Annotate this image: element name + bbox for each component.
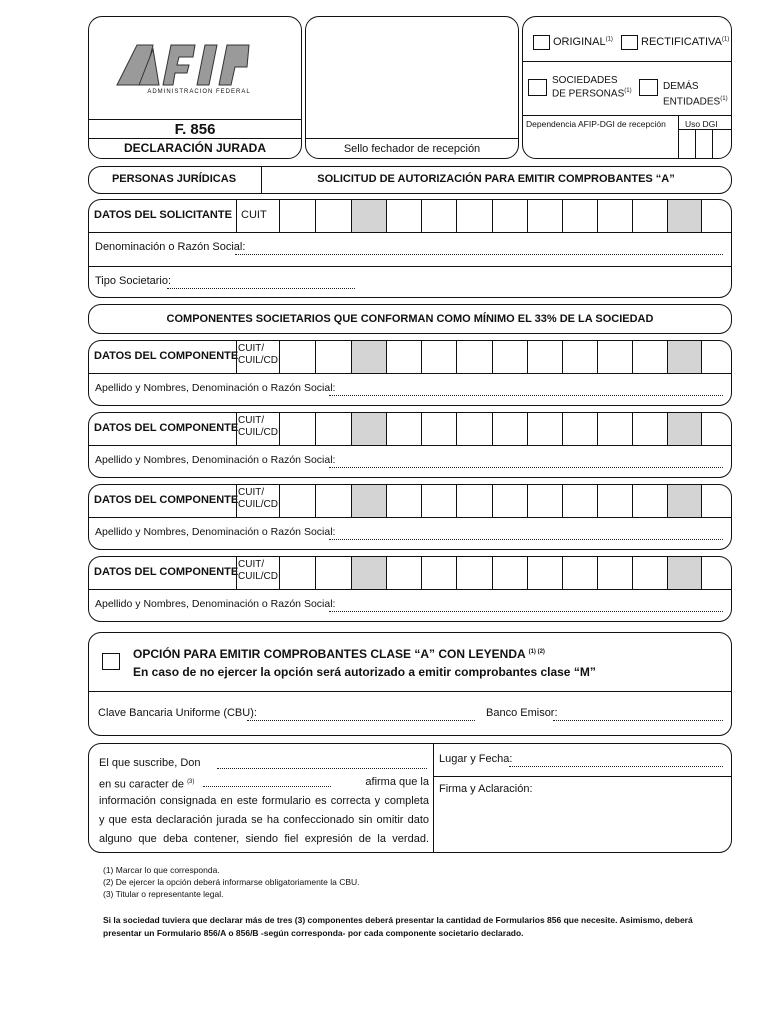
solicitante-box	[88, 199, 732, 298]
opcion-subtitle: En caso de no ejercer la opción será autorizado a emitir comprobantes clase “M”	[133, 665, 596, 679]
caracter-field[interactable]	[203, 786, 331, 787]
componente-id-label: CUIT/ CUIL/CDI	[238, 343, 281, 366]
status-box	[522, 16, 732, 159]
declaracion-text: El que suscribe, Don en su caracter de $^{(3)}$ afirma que la información consignada en este formulario es correcta y completa y que esta declaración jurada se ha confeccionado sin omitir dato alguno que deba contener, siendo fiel expresión de la verdad.	[99, 757, 429, 845]
demas-checkbox[interactable]	[639, 79, 658, 96]
opcion-checkbox[interactable]	[102, 653, 120, 670]
sociedades-checkbox[interactable]	[528, 79, 547, 96]
componente-id-label: CUIT/ CUIL/CDI	[238, 559, 281, 582]
dependencia-label: Dependencia AFIP-DGI de recepción	[526, 119, 666, 129]
stamp-box	[305, 16, 519, 159]
original-checkbox[interactable]	[533, 35, 550, 50]
componente-box-1	[88, 340, 732, 406]
opcion-box	[88, 632, 732, 736]
afip-logo	[115, 43, 275, 87]
componente-id-input[interactable]	[279, 485, 731, 517]
componentes-title-bar	[88, 304, 732, 334]
componente-box-4	[88, 556, 732, 622]
notes	[103, 864, 360, 900]
suscribe-name-field[interactable]	[217, 768, 427, 769]
componente-name-label: Apellido y Nombres, Denominación o Razón Social:	[95, 382, 336, 394]
lugar-fecha-field[interactable]	[509, 766, 723, 767]
declaracion-box	[88, 743, 732, 853]
componente-id-input[interactable]	[279, 557, 731, 589]
lugar-fecha-label: Lugar y Fecha:	[439, 753, 513, 765]
componente-name-field[interactable]	[329, 611, 723, 612]
personas-juridicas-label: PERSONAS JURÍDICAS	[111, 173, 237, 185]
componente-name-label: Apellido y Nombres, Denominación o Razón Social:	[95, 454, 336, 466]
componente-name-label: Apellido y Nombres, Denominación o Razón Social:	[95, 598, 336, 610]
sociedades-label: SOCIEDADES DE PERSONAS$^{(1)}$	[552, 75, 632, 100]
denominacion-label: Denominación o Razón Social:	[95, 241, 246, 253]
componente-title: DATOS DEL COMPONENTE	[94, 422, 239, 434]
componente-id-input[interactable]	[279, 341, 731, 373]
footer-note: Si la sociedad tuviera que declarar más de tres (3) componentes deberá presentar la cantidad de Formularios 856 que necesite. Asimismo, deberá presentar un Formulario 856/A o 856/B -según corresponda- por cada componente societario declarado.	[103, 915, 693, 938]
cbu-label: Clave Bancaria Uniforme (CBU):	[98, 707, 257, 719]
componentes-title: COMPONENTES SOCIETARIOS QUE CONFORMAN COMO MÍNIMO EL 33% DE LA SOCIEDAD	[166, 313, 654, 325]
tipo-societario-label: Tipo Societario:	[95, 275, 172, 287]
form-type: DECLARACIÓN JURADA	[123, 141, 266, 155]
solicitante-title: DATOS DEL SOLICITANTE	[94, 209, 232, 221]
componente-name-field[interactable]	[329, 467, 723, 468]
rectificativa-checkbox[interactable]	[621, 35, 638, 50]
firma-area[interactable]	[435, 800, 729, 850]
note-3: (3) Titular o representante legal.	[103, 889, 224, 899]
section-title-bar	[88, 166, 732, 194]
componente-id-label: CUIT/ CUIL/CDI	[238, 415, 281, 438]
componente-name-label: Apellido y Nombres, Denominación o Razón Social:	[95, 526, 336, 538]
rectificativa-label: RECTIFICATIVA$^{(1)}$	[641, 36, 730, 48]
componente-box-3	[88, 484, 732, 550]
componente-title: DATOS DEL COMPONENTE	[94, 350, 239, 362]
tipo-societario-field[interactable]	[167, 288, 355, 289]
solicitud-title: SOLICITUD DE AUTORIZACIÓN PARA EMITIR COMPROBANTES “A”	[317, 173, 675, 185]
banco-emisor-label: Banco Emisor:	[486, 707, 558, 719]
demas-label: DEMÁS ENTIDADES$^{(1)}$	[663, 81, 728, 108]
uso-dgi-label: Uso DGI	[685, 119, 718, 129]
denominacion-field[interactable]	[235, 254, 723, 255]
original-label: ORIGINAL$^{(1)}$	[553, 36, 613, 48]
cbu-field[interactable]	[247, 720, 475, 721]
componente-name-field[interactable]	[329, 395, 723, 396]
opcion-title: OPCIÓN PARA EMITIR COMPROBANTES CLASE “A” CON LEYENDA $^{(1) (2)}$	[133, 647, 545, 661]
logo-box	[88, 16, 302, 159]
componente-title: DATOS DEL COMPONENTE	[94, 494, 239, 506]
note-2: (2) De ejercer la opción deberá informarse obligatoriamente la CBU.	[103, 877, 360, 887]
componente-box-2	[88, 412, 732, 478]
componente-id-label: CUIT/ CUIL/CDI	[238, 487, 281, 510]
cuit-input[interactable]	[279, 200, 731, 232]
firma-label: Firma y Aclaración:	[439, 783, 533, 795]
componente-name-field[interactable]	[329, 539, 723, 540]
note-1: (1) Marcar lo que corresponda.	[103, 865, 220, 875]
stamp-label: Sello fechador de recepción	[343, 143, 481, 155]
componente-title: DATOS DEL COMPONENTE	[94, 566, 239, 578]
componente-id-input[interactable]	[279, 413, 731, 445]
logo-subtitle: ADMINISTRACION FEDERAL	[147, 89, 251, 95]
banco-emisor-field[interactable]	[553, 720, 723, 721]
cuit-label: CUIT	[241, 209, 267, 221]
form-number: F. 856	[174, 121, 216, 138]
